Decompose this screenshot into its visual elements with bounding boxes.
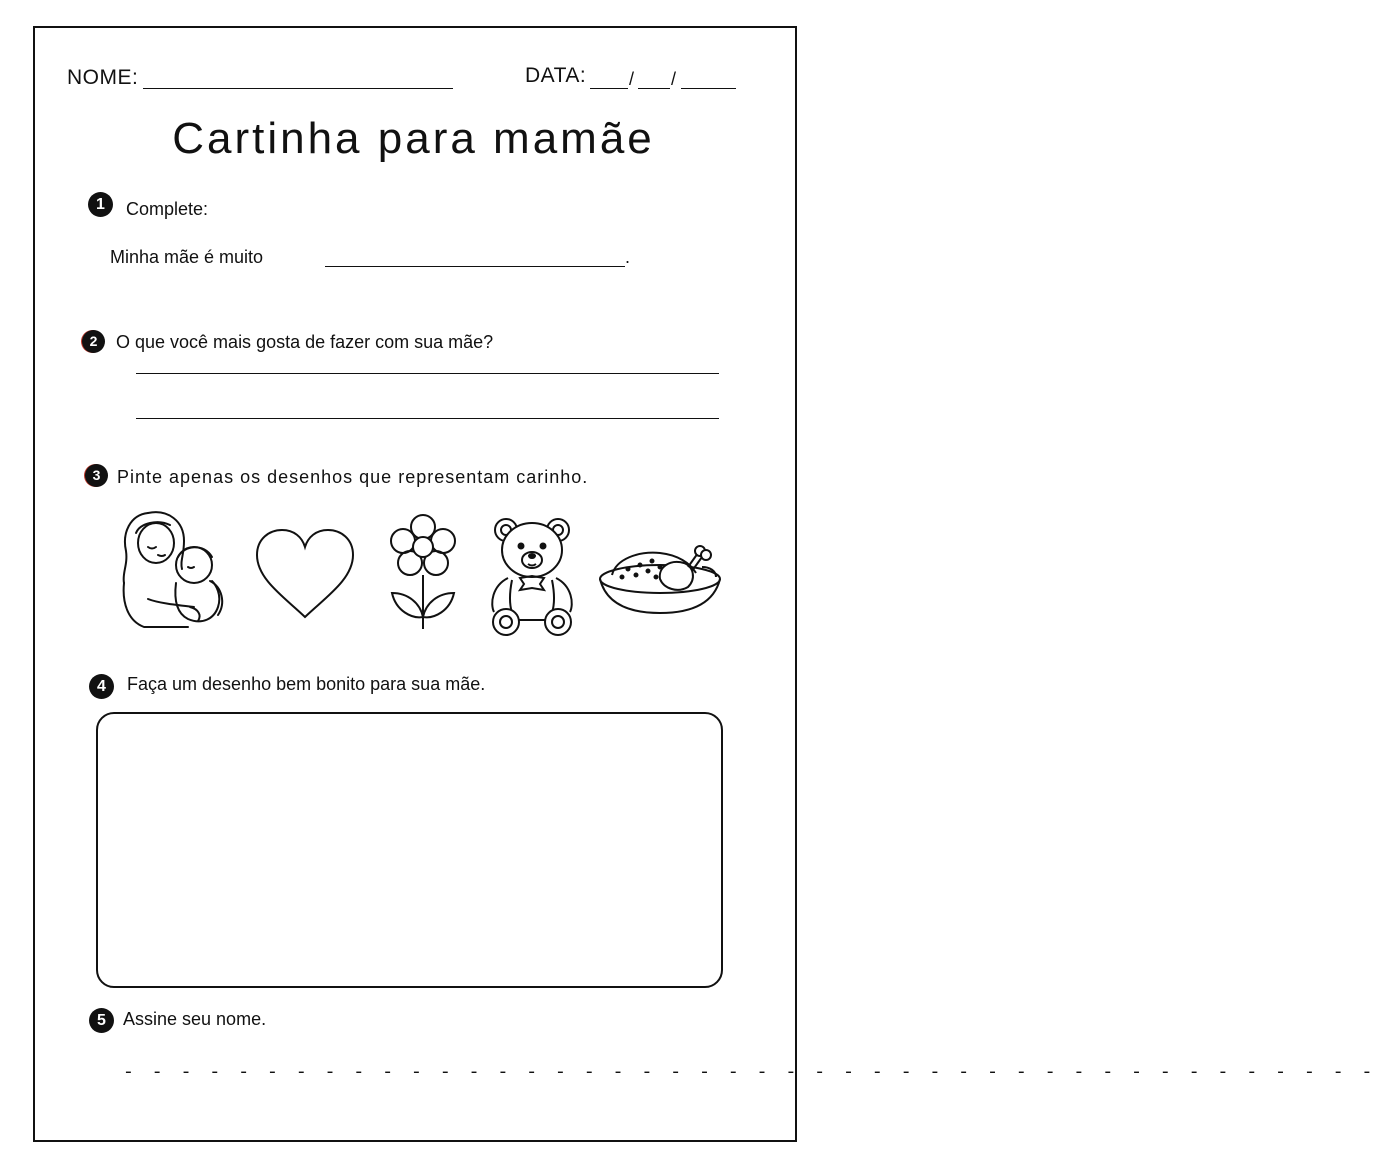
question-1-period: .: [625, 247, 631, 267]
mother-hugging-child-icon[interactable]: [118, 503, 230, 635]
date-label: DATA:: [525, 64, 587, 87]
question-2-answer-line-2[interactable]: [136, 418, 719, 419]
question-1-answer-line[interactable]: [325, 266, 625, 267]
question-4-number: 4: [89, 674, 114, 699]
question-2-text: O que você mais gosta de fazer com sua mãe?: [116, 332, 494, 352]
question-2-number: 2: [82, 330, 105, 353]
question-2-answer-line-1[interactable]: [136, 373, 719, 374]
question-5-number: 5: [89, 1008, 114, 1033]
question-5-text: Assine seu nome.: [123, 1009, 267, 1029]
name-field[interactable]: [143, 88, 453, 89]
teddy-bear-icon[interactable]: [484, 516, 580, 638]
signature-line[interactable]: - - - - - - - - - - - - - - - - - - - - - - - - - - - - - - - - - - - - - - - - - - - -: [123, 1063, 1376, 1083]
heart-icon[interactable]: [254, 527, 356, 621]
question-1-text: Complete:: [126, 199, 209, 219]
date-separator: /: [671, 69, 677, 89]
question-1-prompt: Minha mãe é muito: [110, 247, 264, 267]
date-separator: /: [629, 69, 635, 89]
page-title: Cartinha para mamãe: [172, 114, 655, 163]
question-1-number: 1: [88, 192, 113, 217]
name-label: NOME:: [67, 66, 139, 89]
drawing-area[interactable]: [96, 712, 723, 988]
date-month-field[interactable]: [638, 88, 670, 89]
question-4-text: Faça um desenho bem bonito para sua mãe.: [127, 674, 486, 694]
question-3-text: Pinte apenas os desenhos que representam carinho.: [117, 467, 589, 487]
date-day-field[interactable]: [590, 88, 628, 89]
flower-icon[interactable]: [388, 513, 458, 631]
food-bowl-icon[interactable]: [598, 537, 724, 617]
date-year-field[interactable]: [681, 88, 736, 89]
question-3-number: 3: [85, 464, 108, 487]
